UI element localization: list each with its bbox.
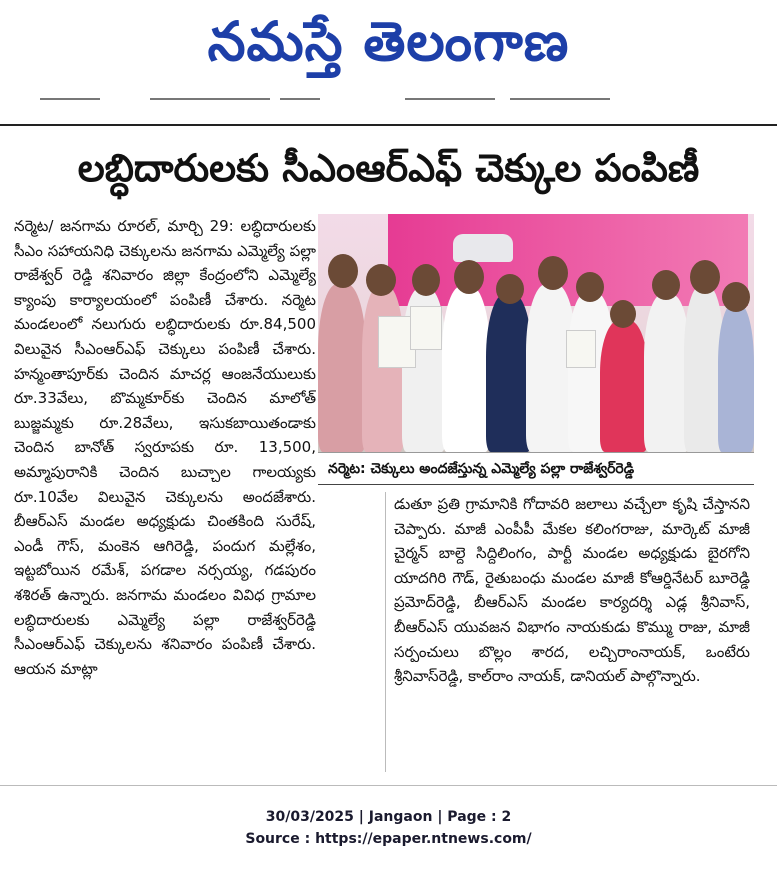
edition-info: 30/03/2025 | Jangaon | Page : 2 [265, 809, 512, 825]
article-body-left-column [14, 214, 316, 681]
caption-divider [318, 484, 754, 485]
page-footer [0, 806, 777, 850]
article-photo [318, 214, 754, 453]
masthead [0, 0, 777, 96]
photo-caption: నర్మెట: చెక్కులు అందజేస్తున్న ఎమ్మెల్యే పల్లా రాజేశ్వర్‌రెడ్డి [328, 461, 635, 477]
source-link[interactable]: Source : https://epaper.ntnews.com/ [245, 831, 532, 847]
masthead-underline [0, 94, 777, 108]
column-divider [385, 492, 386, 772]
bottom-divider [0, 785, 777, 786]
top-divider [0, 124, 777, 126]
article-paragraph-left: నర్మెట/ జనగామ రూరల్, మార్చి 29: లబ్ధిదారులకు సీఎం సహాయనిధి చెక్కులను జనగామ ఎమ్మెల్యే పల్లా రాజేశ్వర్ రెడ్డి శనివారం జిల్లా కేంద్రంలోని ఎమ్మెల్యే క్యాంపు కార్యాలయంలో పంపిణీ చేశారు. నర్మెట మండలంలో నలుగురు లబ్ధిదారులకు రూ.84,500 విలువైన సీఎంఆర్ఎఫ్ చెక్కులు పంపిణీ చేశారు. హన్మంతాపూర్‌కు చెందిన మాచర్ల ఆంజనేయులుకు రూ.33వేలు, బొమ్మకూర్‌కు చెందిన మాలోత్ బుజ్జమ్మకు రూ.28వేలు, ఇసుకబాయితండాకు చెందిన బానోత్ స్వరూపకు రూ. 13,500, అమ్మాపురానికి చెందిన బుచ్చాల గాలయ్యకు రూ.10వేల విలువైన చెక్కులను అందజేశారు. బీఆర్ఎస్ మండల అధ్యక్షుడు చింతకింది సురేష్, ఎండీ గౌస్, మంకెన ఆగిరెడ్డి, పందుగ మల్లేశం, ఇట్టబోయిన రమేశ్, పగడాల నర్సయ్య, గడపురం శశిరత్ ఉన్నారు. జనగామ మండలం వివిధ గ్రామాల లబ్ధిదారులకు ఎమ్మెల్యే పల్లా రాజేశ్వర్‌రెడ్డి సీఎంఆర్ఎఫ్ చెక్కులను శనివారం పంపిణీ చేశారు. ఆయన మాట్లా [14, 217, 316, 678]
article-headline: లబ్ధిదారులకు సీఎంఆర్ఎఫ్ చెక్కుల పంపిణీ [77, 146, 700, 190]
article-body-right-column [394, 492, 750, 689]
masthead-logo: నమస్తే తెలంగాణ [207, 10, 570, 73]
photo-car-graphic [453, 234, 513, 262]
article-paragraph-right: డుతూ ప్రతి గ్రామానికి గోదావరి జలాలు వచ్చేలా కృషి చేస్తానని చెప్పారు. మాజీ ఎంపీపీ మేకల కలింగరాజు, మార్కెట్ మాజీ చైర్మన్ బాల్దె సిద్దిలింగం, పార్టీ మండల అధ్యక్షుడు బైరగోని యాదగిరి గౌడ్, రైతుబంధు మండల మాజీ కోఆర్డినేటర్ బూరెడ్డి ప్రమోద్‌రెడ్డి, బీఆర్ఎస్ మండల కార్యదర్శి ఎడ్ల శ్రీనివాస్, బీఆర్ఎస్ యువజన విభాగం నాయకుడు కొమ్ము రాజు, మాజీ సర్పంచులు బొల్లం శారద, లచ్చిరాంనాయక్, ఒంటేరు శ్రీనివాస్‌రెడ్డి, కాల్‌రాం నాయక్, డానియల్ పాల్గొన్నారు. [394, 495, 750, 686]
